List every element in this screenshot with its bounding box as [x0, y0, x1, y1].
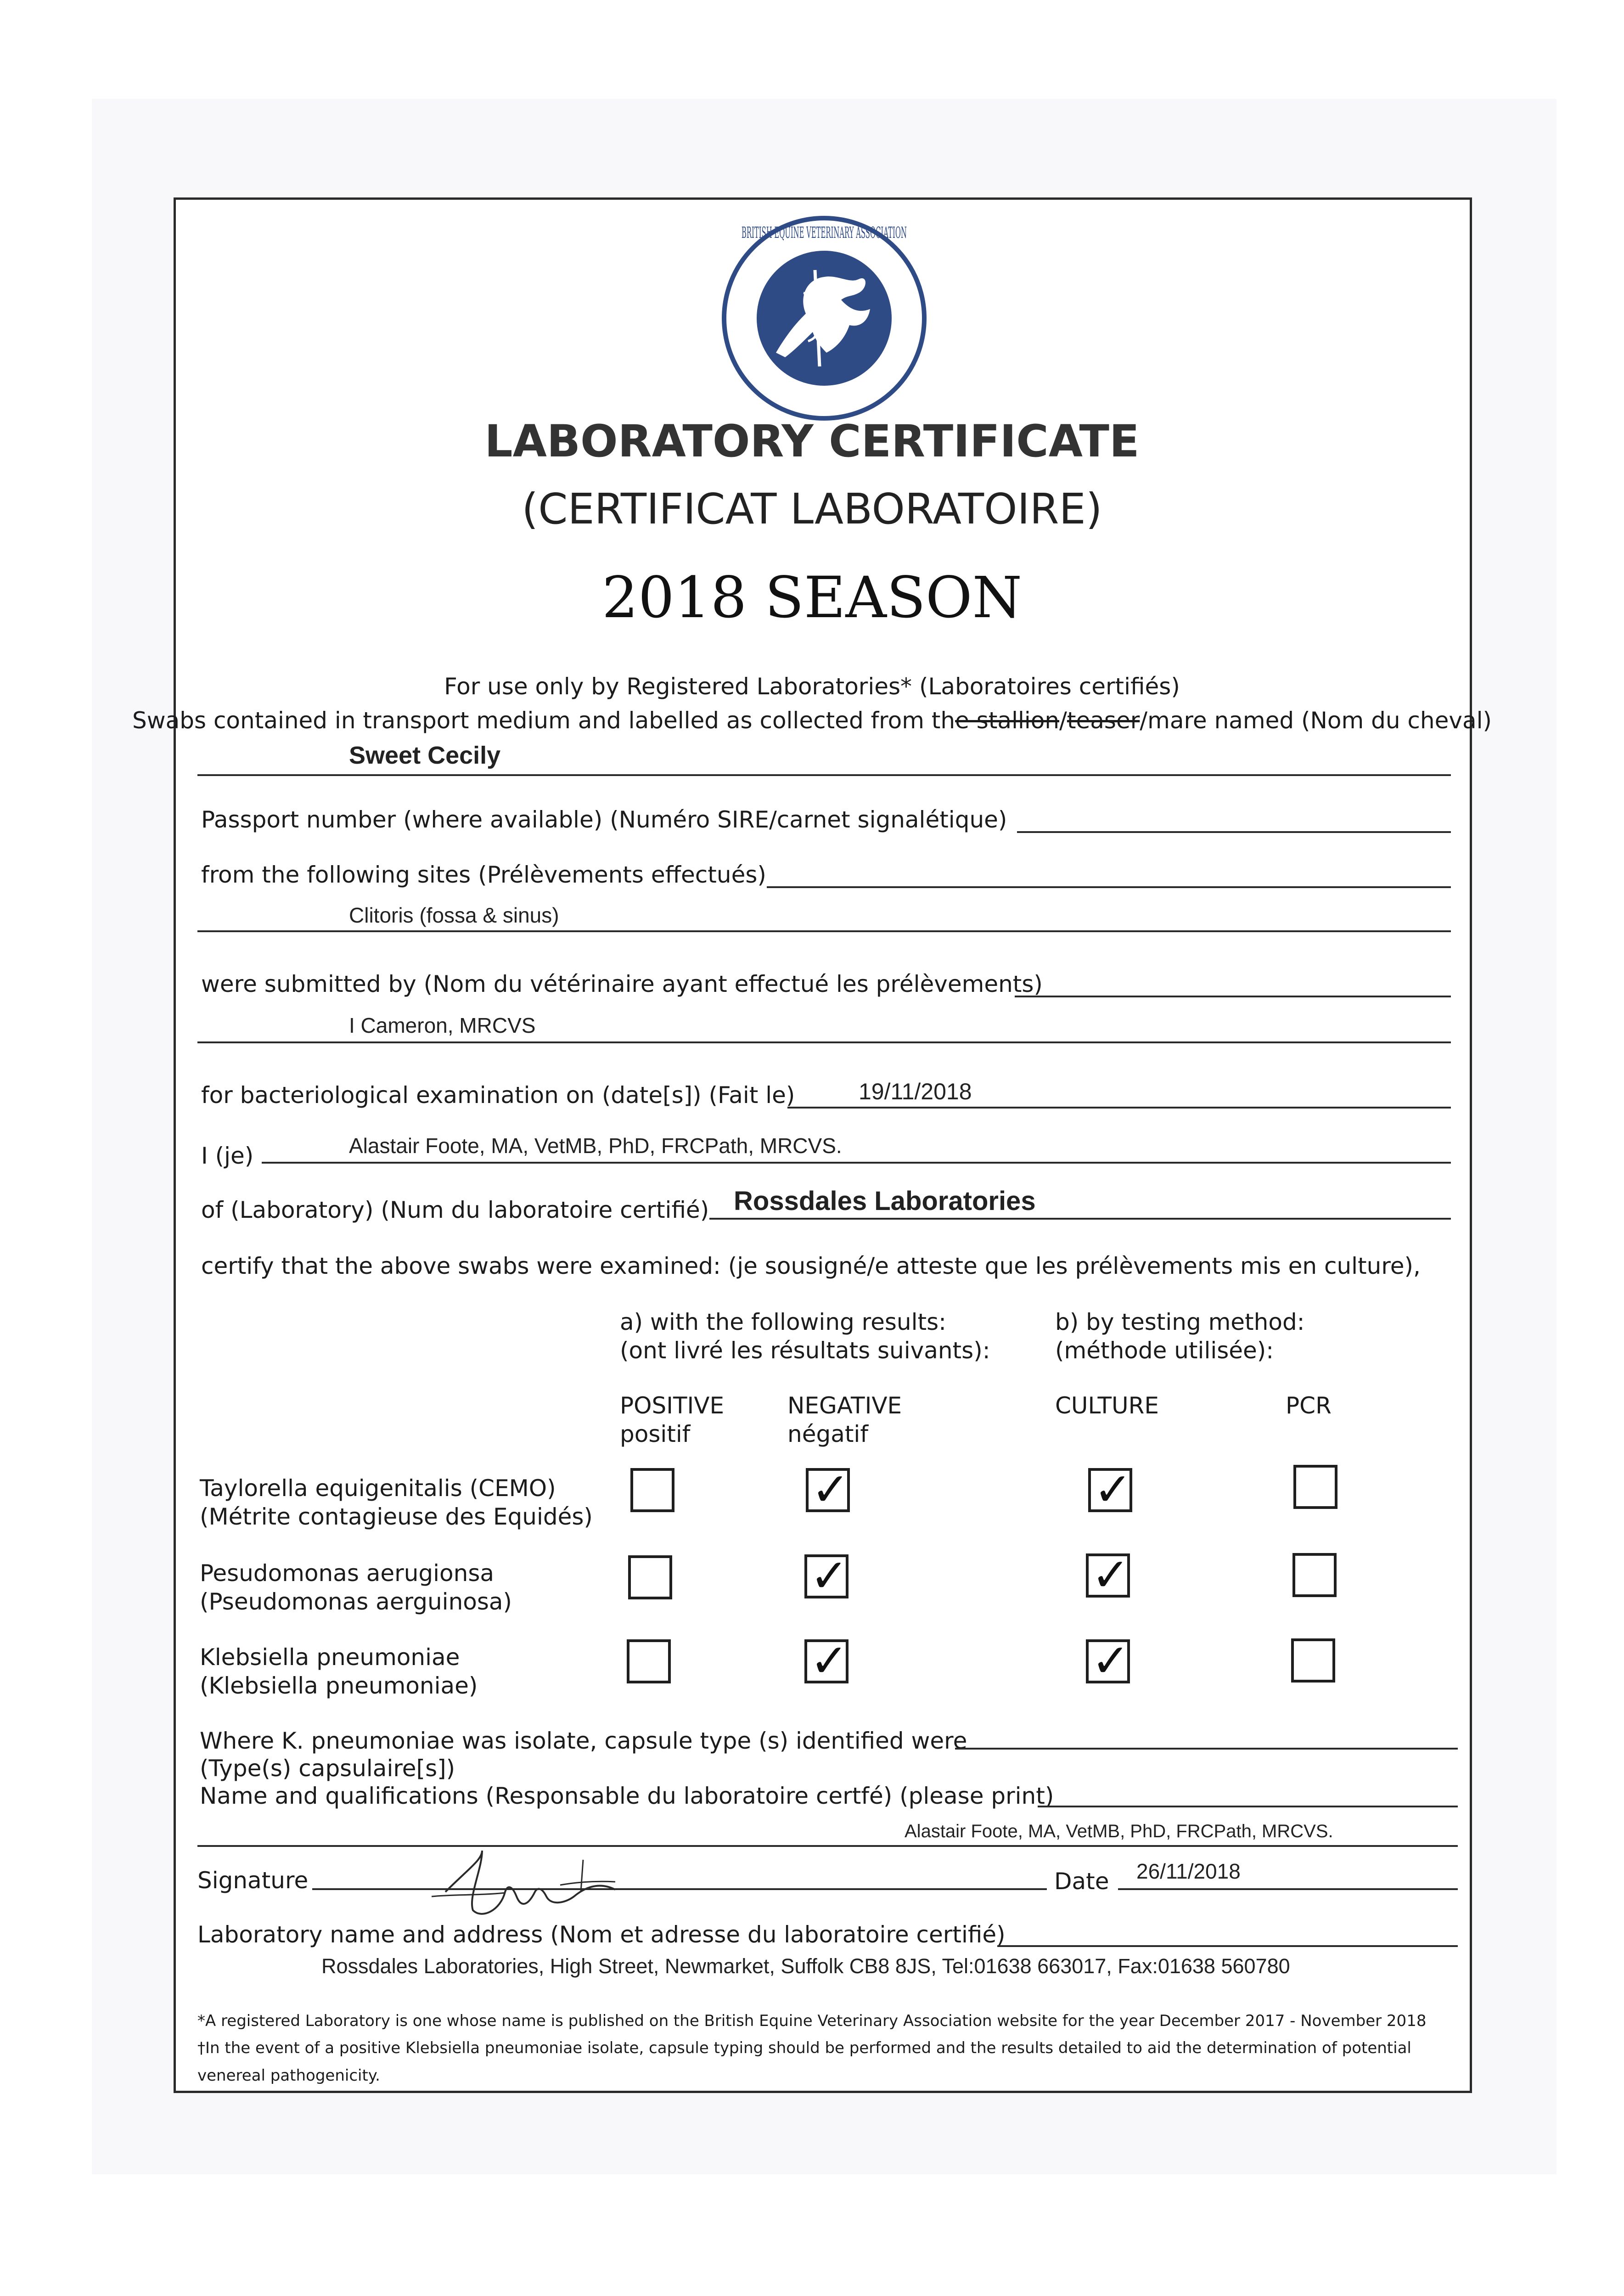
col-positive-label: POSITIVE	[620, 1392, 725, 1419]
date-label: Date	[1054, 1868, 1109, 1895]
organism-3-name: Klebsiella pneumoniae	[200, 1644, 460, 1671]
results-header-b-line1: b) by testing method:	[1055, 1309, 1305, 1335]
organism-2-name: Pesudomonas aerugionsa	[200, 1560, 495, 1587]
organism-3-name-fr: (Klebsiella pneumoniae)	[200, 1672, 478, 1699]
col-positive	[620, 1391, 724, 1448]
intro-line-1: For use only by Registered Laboratories* (Laboratoires certifiés)	[444, 673, 1180, 700]
intro-line-2	[0, 707, 1624, 734]
address-value: Rossdales Laboratories, High Street, Newmarket, Suffolk CB8 8JS, Tel:01638 663017, Fax:01638 560780	[321, 1954, 1290, 1978]
qualifications-label: Name and qualifications (Responsable du laboratoire certfé) (please print)	[200, 1783, 1054, 1809]
checkbox-2-negative[interactable]	[804, 1554, 849, 1598]
page-subtitle: (CERTIFICAT LABORATOIRE)	[522, 484, 1102, 534]
season-heading: 2018 SEASON	[601, 565, 1023, 631]
checkbox-3-negative[interactable]	[804, 1639, 849, 1683]
col-culture: CULTURE	[1055, 1392, 1159, 1419]
organism-row-2	[200, 1559, 512, 1616]
struck-stallion: e stallion	[955, 707, 1060, 734]
col-negative-fr: négatif	[787, 1421, 868, 1447]
je-line	[262, 1162, 1451, 1164]
laboratory-line	[709, 1218, 1451, 1220]
submitted-line-2	[197, 1041, 1451, 1043]
qualifications-value: Alastair Foote, MA, VetMB, PhD, FRCPath, MRCVS.	[905, 1821, 1333, 1841]
organism-2-name-fr: (Pseudomonas aerguinosa)	[200, 1588, 512, 1615]
organism-row-3	[200, 1643, 478, 1700]
capsule-label-fr: (Type(s) capsulaire[s])	[200, 1755, 455, 1782]
col-positive-fr: positif	[620, 1421, 691, 1447]
laboratory-label: of (Laboratory) (Num du laboratoire certifié)	[201, 1197, 709, 1223]
laboratory-value: Rossdales Laboratories	[734, 1186, 1036, 1216]
date-value: 26/11/2018	[1136, 1859, 1241, 1883]
exam-date-value: 19/11/2018	[859, 1079, 972, 1104]
results-header-b-line2: (méthode utilisée):	[1055, 1337, 1274, 1364]
checkbox-2-pcr[interactable]	[1292, 1553, 1337, 1597]
footnote-1: *A registered Laboratory is one whose name is published on the British Equine Veterinary Association website for the year December 2017 - November 2018	[197, 2012, 1427, 2030]
results-header-a	[620, 1308, 990, 1365]
organism-1-name: Taylorella equigenitalis (CEMO)	[200, 1475, 556, 1502]
exam-date-label: for bacteriological examination on (date[s]) (Fait le)	[201, 1082, 795, 1109]
horse-name-value: Sweet Cecily	[349, 742, 501, 769]
intro-line-2-suffix: /mare named (Nom du cheval)	[1140, 707, 1492, 734]
je-label: I (je)	[201, 1142, 254, 1169]
horse-name-line	[197, 774, 1451, 776]
organism-row-1	[200, 1474, 593, 1531]
logo-ring-text: BRITISH EQUINE VETERINARY ASSOCIATION	[742, 224, 907, 242]
checkbox-1-pcr[interactable]	[1293, 1465, 1337, 1509]
results-header-b	[1055, 1308, 1305, 1365]
footnote-2: †In the event of a positive Klebsiella pneumoniae isolate, capsule typing should be performed and the results detailed to aid the determination of potential	[197, 2039, 1411, 2057]
col-negative-label: NEGATIVE	[787, 1392, 902, 1419]
je-value: Alastair Foote, MA, VetMB, PhD, FRCPath, MRCVS.	[349, 1134, 842, 1158]
date-line	[1118, 1888, 1458, 1890]
sites-line-1	[767, 886, 1451, 888]
passport-label: Passport number (where available) (Numéro SIRE/carnet signalétique)	[201, 806, 1007, 833]
signature-drawing	[413, 1841, 652, 1924]
beva-logo	[721, 215, 927, 422]
checkbox-2-positive[interactable]	[628, 1555, 672, 1599]
page-title: LABORATORY CERTIFICATE	[484, 416, 1140, 467]
sites-value: Clitoris (fossa & sinus)	[349, 903, 559, 927]
checkbox-3-positive[interactable]	[627, 1639, 671, 1683]
address-line	[997, 1945, 1458, 1947]
signature-line	[312, 1888, 1047, 1890]
intro-line-2-sep: /	[1059, 707, 1067, 734]
submitted-label: were submitted by (Nom du vétérinaire ayant effectué les prélèvements)	[201, 971, 1043, 997]
exam-date-line	[787, 1107, 1451, 1109]
col-negative	[787, 1391, 902, 1448]
checkbox-1-culture[interactable]	[1088, 1468, 1132, 1512]
signature-label: Signature	[197, 1867, 309, 1894]
qualifications-line-1	[1038, 1806, 1458, 1807]
capsule-label: Where K. pneumoniae was isolate, capsule type (s) identified were	[200, 1728, 967, 1754]
certify-text: certify that the above swabs were examined: (je sousigné/e atteste que les prélèvements mis en culture),	[201, 1253, 1421, 1279]
submitted-value: I Cameron, MRCVS	[349, 1013, 536, 1037]
address-label: Laboratory name and address (Nom et adresse du laboratoire certifié)	[197, 1921, 1006, 1948]
sites-line-2	[197, 930, 1451, 932]
results-header-a-line2: (ont livré les résultats suivants):	[620, 1337, 990, 1364]
intro-line-2-prefix: Swabs contained in transport medium and labelled as collected from th	[132, 707, 955, 734]
sites-label: from the following sites (Prélèvements effectués)	[201, 861, 766, 888]
footnote-3: venereal pathogenicity.	[197, 2066, 380, 2085]
passport-line	[1017, 831, 1451, 833]
results-header-a-line1: a) with the following results:	[620, 1309, 946, 1335]
checkbox-3-pcr[interactable]	[1291, 1638, 1335, 1683]
col-pcr: PCR	[1286, 1392, 1332, 1419]
submitted-line-1	[1015, 996, 1451, 997]
checkbox-3-culture[interactable]	[1086, 1639, 1130, 1683]
qualifications-line-2	[197, 1845, 1458, 1847]
struck-teaser: teaser	[1067, 707, 1140, 734]
organism-1-name-fr: (Métrite contagieuse des Equidés)	[200, 1503, 593, 1530]
capsule-line	[955, 1748, 1458, 1750]
checkbox-1-positive[interactable]	[630, 1468, 674, 1512]
checkbox-1-negative[interactable]	[806, 1468, 850, 1512]
checkbox-2-culture[interactable]	[1086, 1553, 1130, 1598]
